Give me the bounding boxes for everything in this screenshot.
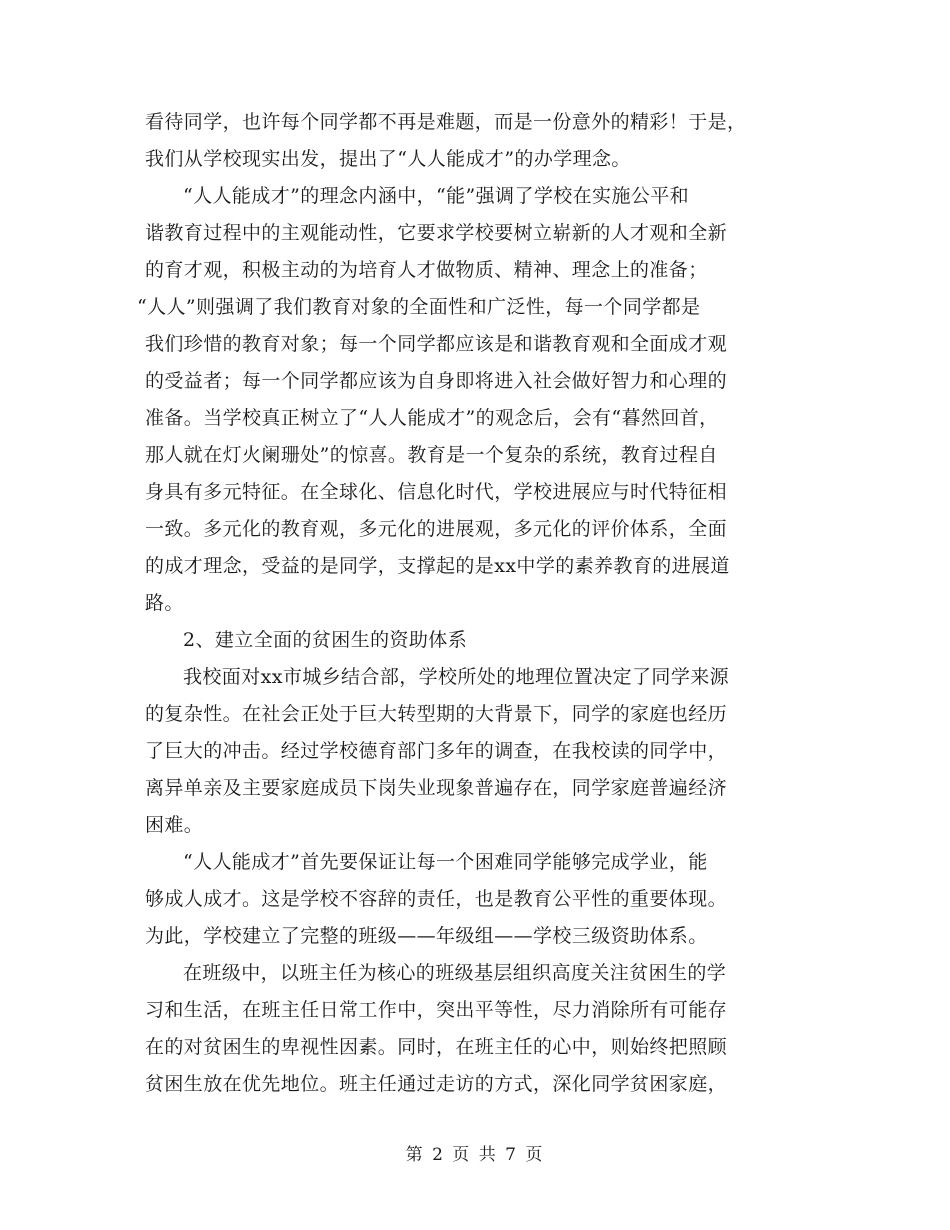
text-line: 了巨大的冲击。经过学校德育部门多年的调查，在我校读的同学中， [145, 740, 728, 762]
text-line: 习和生活，在班主任日常工作中，突出平等性，尽力消除所有可能存 [145, 999, 728, 1021]
text-line: “人人”则强调了我们教育对象的全面性和广泛性，每一个同学都是 [137, 296, 701, 318]
text-line: 那人就在灯火阑珊处”的惊喜。教育是一个复杂的系统，教育过程自 [145, 444, 718, 466]
text-line: 看待同学，也许每个同学都不再是难题，而是一份意外的精彩！于是， [145, 111, 747, 133]
text-line: 困难。 [145, 814, 204, 836]
section-heading: 2、建立全面的贫困生的资助体系 [183, 629, 468, 651]
text-line: 在的对贫困生的卑视性因素。同时，在班主任的心中，则始终把照顾 [145, 1036, 728, 1058]
page-footer: 第 2 页 共 7 页 [405, 1145, 545, 1165]
text-line: “人人能成才”的理念内涵中，“能”强调了学校在实施公平和 [183, 185, 690, 207]
text-line: 准备。当学校真正树立了“人人能成才”的观念后，会有“暮然回首， [145, 407, 719, 429]
text-line: 路。 [145, 592, 184, 614]
text-line: 的成才理念，受益的是同学，支撑起的是xx中学的素养教育的进展道 [145, 555, 730, 577]
text-line: 离异单亲及主要家庭成员下岗失业现象普遍存在，同学家庭普遍经济 [145, 777, 728, 799]
text-line: 我校面对xx市城乡结合部，学校所处的地理位置决定了同学来源 [183, 666, 730, 688]
text-line: 的受益者；每一个同学都应该为自身即将进入社会做好智力和心理的 [145, 370, 728, 392]
text-line: 谐教育过程中的主观能动性，它要求学校要树立崭新的人才观和全新 [145, 222, 728, 244]
text-line: “人人能成才”首先要保证让每一个困难同学能够完成学业，能 [183, 851, 708, 873]
text-line: 在班级中，以班主任为核心的班级基层组织高度关注贫困生的学 [183, 962, 727, 984]
text-line: 身具有多元特征。在全球化、信息化时代，学校进展应与时代特征相 [145, 481, 728, 503]
text-line: 的复杂性。在社会正处于巨大转型期的大背景下，同学的家庭也经历 [145, 703, 728, 725]
text-line: 我们珍惜的教育对象；每一个同学都应该是和谐教育观和全面成才观 [145, 333, 728, 355]
text-line: 为此，学校建立了完整的班级——年级组——学校三级资助体系。 [145, 925, 708, 947]
text-line: 贫困生放在优先地位。班主任通过走访的方式，深化同学贫困家庭， [145, 1073, 728, 1095]
text-line: 够成人成才。这是学校不容辞的责任，也是教育公平性的重要体现。 [145, 888, 728, 910]
text-line: 的育才观，积极主动的为培育人才做物质、精神、理念上的准备； [145, 259, 708, 281]
text-line: 我们从学校现实出发，提出了“人人能成才”的办学理念。 [145, 148, 631, 170]
text-line: 一致。多元化的教育观，多元化的进展观，多元化的评价体系，全面 [145, 518, 728, 540]
